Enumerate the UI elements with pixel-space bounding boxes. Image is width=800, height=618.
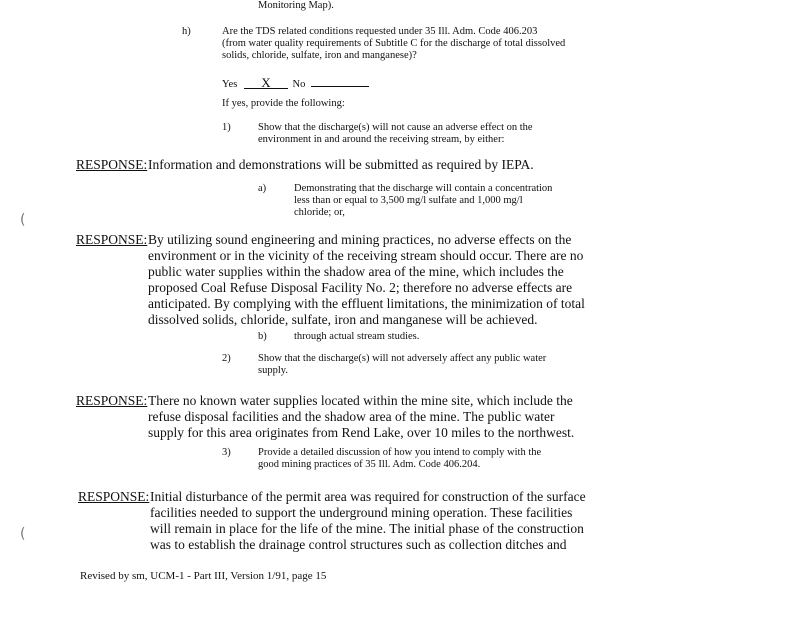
response-2-line-6: dissolved solids, chloride, sulfate, iron and manganese will be achieved.	[148, 312, 538, 327]
response-2-line-1: By utilizing sound engineering and mining practices, no adverse effects on the	[148, 232, 572, 247]
response-1-line-1: Information and demonstrations will be submitted as required by IEPA.	[148, 157, 534, 172]
response-3-line-2: refuse disposal facilities and the shadow area of the mine. The public water	[148, 409, 555, 424]
response-4-label: RESPONSE:	[78, 489, 150, 504]
item-a-line-1: Demonstrating that the discharge will contain a concentration	[294, 183, 553, 194]
item-h-marker: h)	[182, 26, 191, 37]
response-3-label: RESPONSE:	[76, 393, 148, 408]
yes-value: X	[261, 75, 271, 90]
item-2-line-1: Show that the discharge(s) will not adversely affect any public water	[258, 353, 547, 364]
item-h-line-2: (from water quality requirements of Subtitle C for the discharge of total dissolved	[222, 38, 566, 49]
item-b-marker: b)	[258, 331, 267, 342]
item-a-marker: a)	[258, 183, 267, 194]
response-4-line-2: facilities needed to support the underground mining operation. These facilities	[150, 505, 573, 520]
item-b-line-1: through actual stream studies.	[294, 331, 420, 342]
item-3-line-2: good mining practices of 35 Ill. Adm. Code 406.204.	[258, 459, 481, 470]
yes-field	[244, 77, 288, 89]
response-2-line-5: anticipated. By complying with the effluent limitations, the minimization of total	[148, 296, 585, 311]
response-3-line-3: supply for this area originates from Rend Lake, over 10 miles to the northwest.	[148, 425, 575, 440]
item-1-marker: 1)	[222, 122, 231, 133]
if-yes-instruction: If yes, provide the following:	[222, 98, 345, 109]
item-a-line-3: chloride; or,	[294, 207, 345, 218]
item-3-marker: 3)	[222, 447, 231, 458]
response-4-line-4: was to establish the drainage control structures such as collection ditches and	[150, 537, 567, 552]
no-label: No	[292, 79, 306, 90]
item-h-line-3: solids, chloride, sulfate, iron and manganese)?	[222, 50, 417, 61]
scan-mark: (	[20, 212, 26, 228]
item-3-line-1: Provide a detailed discussion of how you intend to comply with the	[258, 447, 542, 458]
yes-label: Yes	[222, 79, 238, 90]
response-1-label: RESPONSE:	[76, 157, 148, 172]
scan-mark: (	[20, 526, 26, 542]
item-1-line-1: Show that the discharge(s) will not cause an adverse effect on the	[258, 122, 533, 133]
item-h-line-1: Are the TDS related conditions requested under 35 Ill. Adm. Code 406.203	[222, 26, 538, 37]
response-2-line-2: environment or in the vicinity of the receiving stream should occur. There are no	[148, 248, 584, 263]
response-2-line-3: public water supplies within the shadow area of the mine, which includes the	[148, 264, 564, 279]
item-2-marker: 2)	[222, 353, 231, 364]
yes-no-row	[222, 75, 369, 91]
response-2-label: RESPONSE:	[76, 232, 148, 247]
item-2-line-2: supply.	[258, 365, 288, 376]
response-4-line-3: will remain in place for the life of the mine. The initial phase of the construction	[150, 521, 584, 536]
response-2-line-4: proposed Coal Refuse Disposal Facility No. 2; therefore no adverse effects are	[148, 280, 573, 295]
item-a-line-2: less than or equal to 3,500 mg/l sulfate and 1,000 mg/l	[294, 195, 523, 206]
response-4-line-1: Initial disturbance of the permit area was required for construction of the surface	[150, 489, 586, 504]
page-footer: Revised by sm, UCM-1 - Part III, Version 1/91, page 15	[80, 570, 327, 582]
no-field	[311, 75, 369, 87]
response-3-line-1: There no known water supplies located within the mine site, which include the	[148, 393, 573, 408]
item-1-line-2: environment in and around the receiving stream, by either:	[258, 134, 505, 145]
top-fragment: Monitoring Map).	[258, 0, 334, 11]
